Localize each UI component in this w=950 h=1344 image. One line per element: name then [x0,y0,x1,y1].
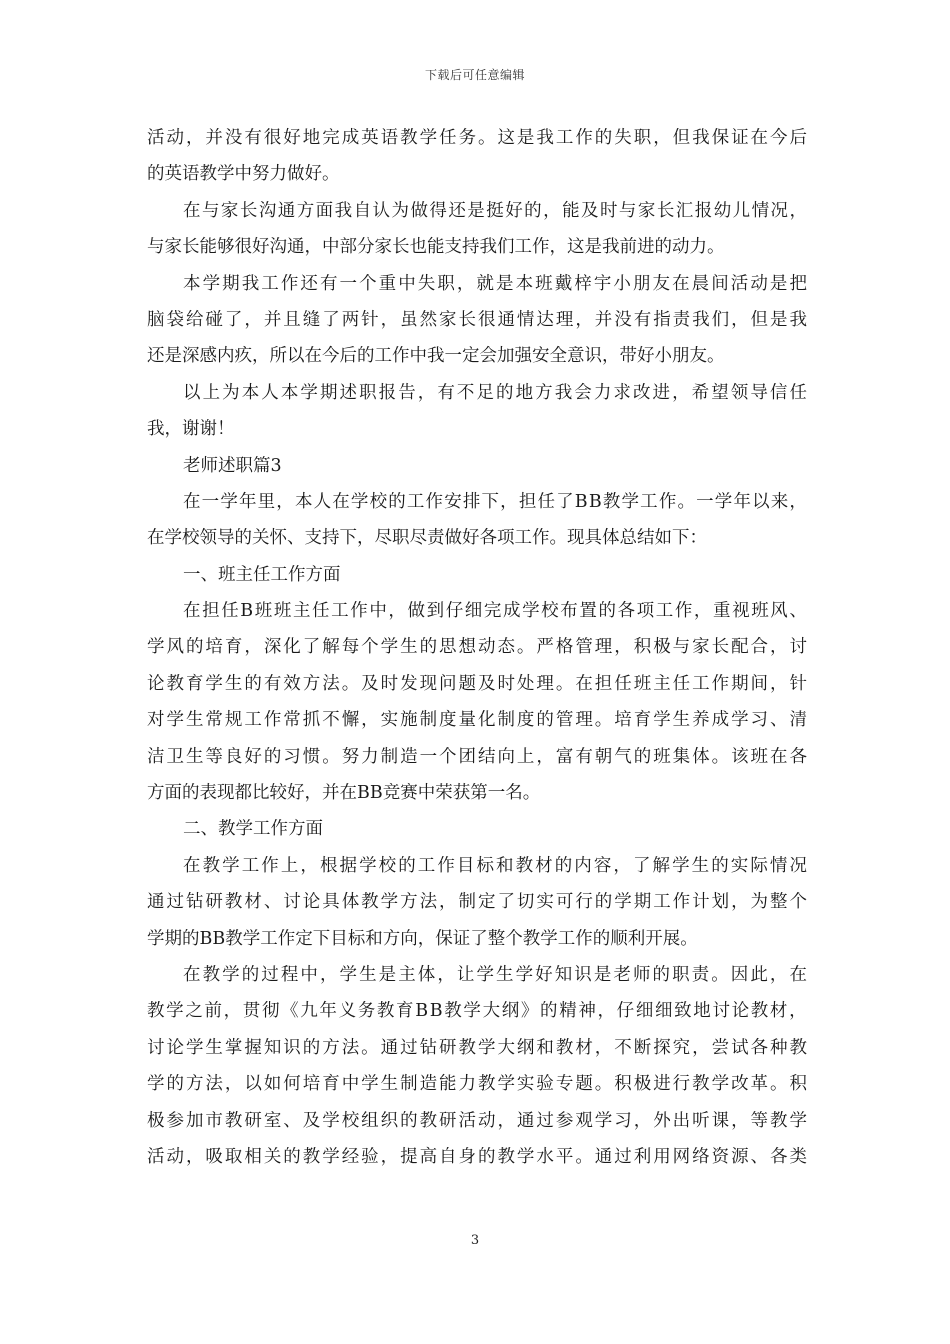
text-line: 对 学 生 常 规 工 作 常 抓 不 懈 ， 实 施 制 度 量 化 制 度 的 管 理 。 培 育 学 生 养 成 学 习 、 清 [147,710,807,731]
text-line: 脑 袋 给 碰 了 ， 并 且 缝 了 两 针 ， 虽 然 家 长 很 通 情 达 理 ， 并 没 有 指 责 我 们 ， 但 是 我 [147,309,807,330]
text-line: 通 过 钻 研 教 材 、 讨 论 具 体 教 学 方 法 ， 制 定 了 切 实 可 行 的 学 期 工 作 计 划 ， 为 整 个 [147,892,807,913]
text-line: 以 上 为 本 人 本 学 期 述 职 报 告 ， 有 不 足 的 地 方 我 会 力 求 改 进 ， 希 望 领 导 信 任 [183,382,807,403]
page-number: 3 [470,1233,480,1248]
text-line: 在 教 学 工 作 上 ， 根 据 学 校 的 工 作 目 标 和 教 材 的 内 容 ， 了 解 学 生 的 实 际 情 况 [183,855,807,876]
text-line: 论 教 育 学 生 的 有 效 方 法 。 及 时 发 现 问 题 及 时 处 理 。 在 担 任 班 主 任 工 作 期 间 ， 针 [147,673,807,694]
document-body [147,120,807,1175]
text-line: 老师述职篇3 [183,455,282,476]
page-header: 下载后可任意编辑 [424,68,525,82]
text-line: 与家长能够很好沟通，中部分家长也能支持我们工作，这是我前进的动力。 [147,237,725,258]
text-line: 二、教学工作方面 [183,819,323,840]
text-line: 我，谢谢！ [147,419,235,440]
text-line: 还是深感内疚，所以在今后的工作中我一定会加强安全意识，带好小朋友。 [147,346,725,367]
text-line: 在 担 任 B 班 班 主 任 工 作 中 ， 做 到 仔 细 完 成 学 校 布 置 的 各 项 工 作 ， 重 视 班 风 、 [183,601,807,622]
text-line: 讨 论 学 生 掌 握 知 识 的 方 法 。 通 过 钻 研 教 学 大 纲 和 教 材 ， 不 断 探 究 ， 尝 试 各 种 教 [147,1037,807,1058]
text-line: 活 动 ， 吸 取 相 关 的 教 学 经 验 ， 提 高 自 身 的 教 学 水 平 。 通 过 利 用 网 络 资 源 、 各 类 [147,1146,807,1167]
text-line: 一、班主任工作方面 [183,564,341,585]
text-line: 方面的表现都比较好，并在BB竞赛中荣获第一名。 [147,783,541,804]
text-line: 在 教 学 的 过 程 中 ， 学 生 是 主 体 ， 让 学 生 学 好 知 识 是 老 师 的 职 责 。 因 此 ， 在 [183,964,807,985]
text-line: 本 学 期 我 工 作 还 有 一 个 重 中 失 职 ， 就 是 本 班 戴 梓 宇 小 朋 友 在 晨 间 活 动 是 把 [183,273,807,294]
text-line: 在 一 学 年 里 ， 本 人 在 学 校 的 工 作 安 排 下 ， 担 任 了 B B 教 学 工 作 。 一 学 年 以 来 ， [183,491,807,512]
text-line: 极 参 加 市 教 研 室 、 及 学 校 组 织 的 教 研 活 动 ， 通 过 参 观 学 习 ， 外 出 听 课 ， 等 教 学 [147,1110,807,1131]
text-line: 洁 卫 生 等 良 好 的 习 惯 。 努 力 制 造 一 个 团 结 向 上 ， 富 有 朝 气 的 班 集 体 。 该 班 在 各 [147,746,807,767]
text-line: 活 动 ， 并 没 有 很 好 地 完 成 英 语 教 学 任 务 。 这 是 我 工 作 的 失 职 ， 但 我 保 证 在 今 后 [147,128,807,148]
text-line: 的英语教学中努力做好。 [147,164,340,185]
text-line: 学 风 的 培 育 ， 深 化 了 解 每 个 学 生 的 思 想 动 态 。 严 格 管 理 ， 积 极 与 家 长 配 合 ， 讨 [147,637,807,658]
text-line: 在学校领导的关怀、支持下，尽职尽责做好各项工作。现具体总结如下： [147,528,707,549]
text-line: 教 学 之 前 ， 贯 彻 《 九 年 义 务 教 育 B B 教 学 大 纲 》 的 精 神 ， 仔 细 细 致 地 讨 论 教 材 ， [147,1001,807,1022]
text-line: 学期的BB教学工作定下目标和方向，保证了整个教学工作的顺利开展。 [147,928,698,949]
text-line: 学 的 方 法 ， 以 如 何 培 育 中 学 生 制 造 能 力 教 学 实 验 专 题 。 积 极 进 行 教 学 改 革 。 积 [147,1074,807,1095]
text-line: 在 与 家 长 沟 通 方 面 我 自 认 为 做 得 还 是 挺 好 的 ， 能 及 时 与 家 长 汇 报 幼 儿 情 况 ， [183,200,807,221]
